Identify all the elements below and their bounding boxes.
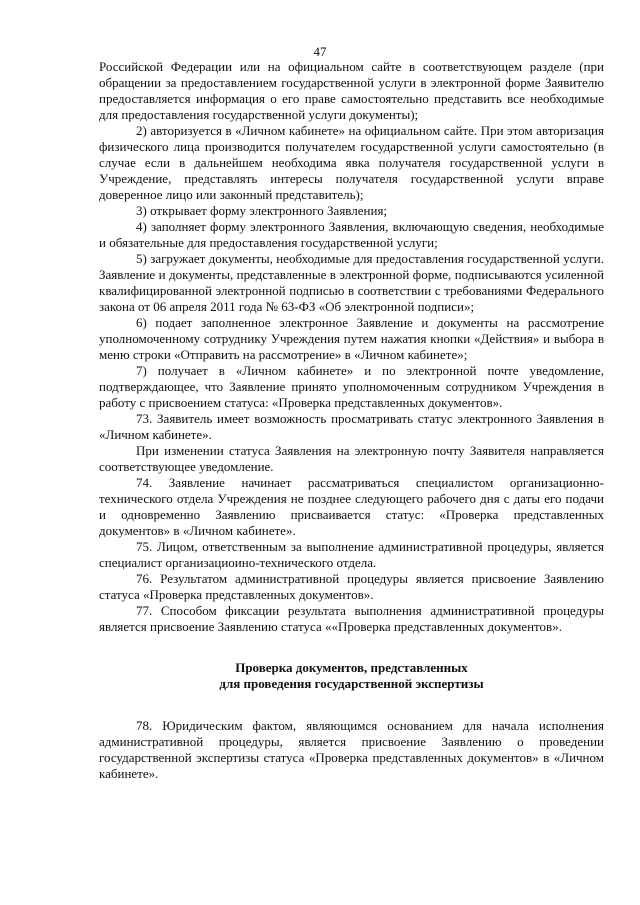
paragraphs-top (99, 59, 604, 635)
paragraph: 77. Способом фиксации результата выполнения административной процедуры является присвоение Заявлению статуса ««Проверка представленных документов». (99, 603, 604, 634)
page-number: 47 (313, 44, 327, 59)
paragraph: Российской Федерации или на официальном сайте в соответствующем разделе (при обращении за предоставлением государственной услуги в электронной форме Заявителю предоставляется информация о его праве самостоятельно представить все необходимые для предоставления государственной услуги документы); (99, 59, 604, 122)
paragraph: 5) загружает документы, необходимые для предоставления государственной услуги. Заявление и документы, представленные в электронной форме, подписываются усиленной квалифицированной электронной подписью в соответствии с требованиями Федерального закона от 06 апреля 2011 года № 63-ФЗ «Об электронной подписи»; (99, 251, 604, 314)
paragraph: 7) получает в «Личном кабинете» и по электронной почте уведомление, подтверждающее, что Заявление принято уполномоченным сотрудником Учреждения в работу с присвоением статуса: «Проверка представленных документов». (99, 363, 604, 410)
spacer (99, 692, 604, 718)
section-heading-line: Проверка документов, представленных (235, 660, 468, 675)
paragraph: 75. Лицом, ответственным за выполнение административной процедуры, является специалист организациоино-технического отдела. (99, 539, 604, 570)
paragraph: 76. Результатом административной процедуры является присвоение Заявлению статуса «Проверка представленных документов». (99, 571, 604, 602)
section-heading-line: для проведения государственной экспертизы (219, 676, 484, 691)
paragraphs-bottom (99, 718, 604, 782)
paragraph: При изменении статуса Заявления на электронную почту Заявителя направляется соответствующее уведомление. (99, 443, 604, 474)
document-body (99, 59, 604, 782)
paragraph: 73. Заявитель имеет возможность просматривать статус электронного Заявления в «Личном кабинете». (99, 411, 604, 442)
paragraph: 4) заполняет форму электронного Заявления, включающую сведения, необходимые и обязательные для предоставления государственной услуги; (99, 219, 604, 250)
paragraph: 6) подает заполненное электронное Заявление и документы на рассмотрение уполномоченному сотруднику Учреждения путем нажатия кнопки «Действия» и выбора в меню строки «Отправить на рассмотрение» в «Личном кабинете»; (99, 315, 604, 362)
paragraph: 3) открывает форму электронного Заявления; (136, 203, 388, 218)
paragraph: 78. Юридическим фактом, являющимся основанием для начала исполнения административной процедуры, является присвоение Заявлению о проведении государственной экспертизы статуса «Проверка представленных документов» в «Личном кабинете». (99, 718, 604, 781)
paragraph: 74. Заявление начинает рассматриваться специалистом организационно-технического отдела Учреждения не позднее следующего рабочего дня с даты его подачи и одновременно Заявлению присваивается статус: «Проверка представленных документов» в «Личном кабинете». (99, 475, 604, 538)
paragraph: 2) авторизуется в «Личном кабинете» на официальном сайте. При этом авторизация физического лица производится получателем государственной услуги самостоятельно (в случае если в дальнейшем необходима явка получателя государственной услуги в Учреждение, представлять интересы получателя государственной услуги вправе доверенное лицо или законный представитель); (99, 123, 604, 202)
section-heading (99, 660, 604, 692)
